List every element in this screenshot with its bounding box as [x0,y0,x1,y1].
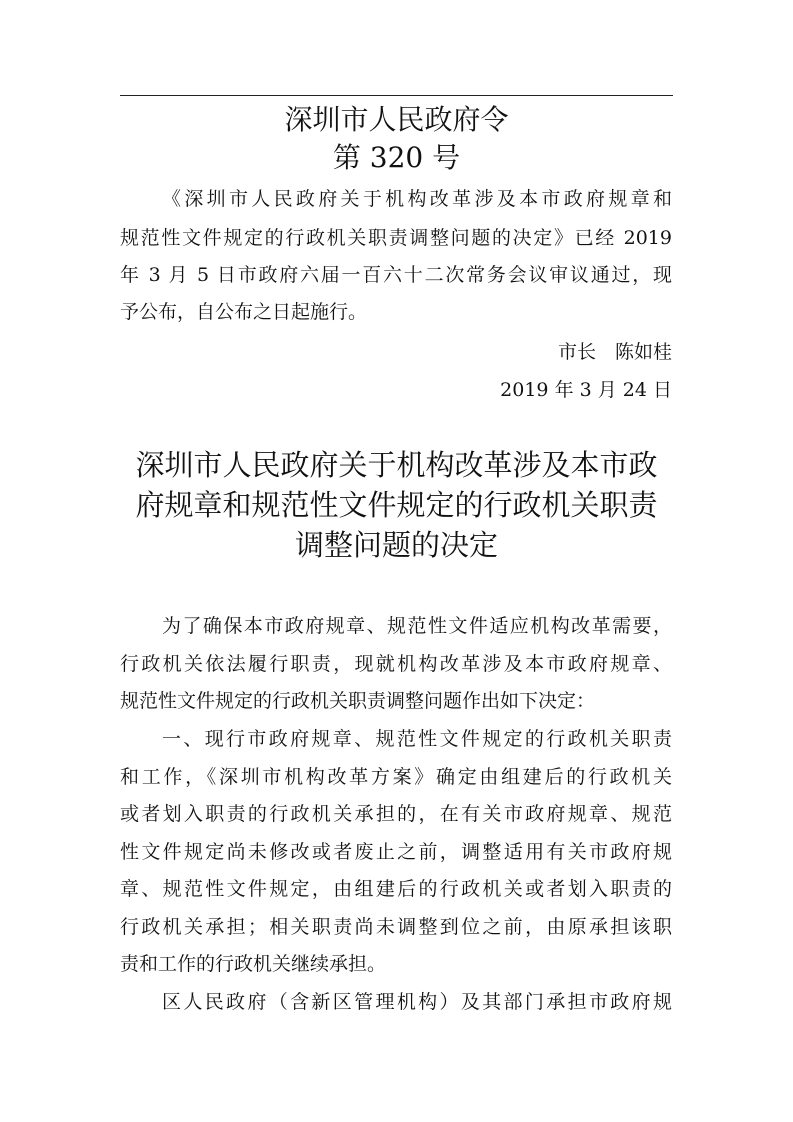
body-line: 为了确保本市政府规章、规范性文件适应机构改革需要， [162,615,672,637]
signer: 市长 陈如桂 [557,341,672,363]
decision-title-line: 深圳市人民政府关于机构改革涉及本市政 [135,448,658,482]
body-line: 一、现行市政府规章、规范性文件规定的行政机关职责 [162,728,672,750]
order-title: 深圳市人民政府令 [284,103,509,136]
order-text-line: 予公布，自公布之日起施行。 [120,301,368,323]
header-rule [120,95,673,96]
body-line: 或者划入职责的行政机关承担的，在有关市政府规章、规范 [120,803,672,825]
order-text-line: 《深圳市人民政府关于机构改革涉及本市政府规章和 [162,188,672,210]
body-line: 行政机关承担；相关职责尚未调整到位之前，由原承担该职 [120,916,672,938]
body-line: 责和工作的行政机关继续承担。 [120,953,387,975]
decision-title-line: 调整问题的决定 [294,528,498,562]
body-line: 性文件规定尚未修改或者废止之前，调整适用有关市政府规 [120,841,672,863]
order-date: 2019 年 3 月 24 日 [500,379,672,401]
body-line: 规范性文件规定的行政机关职责调整问题作出如下决定： [120,690,596,712]
body-line: 行政机关依法履行职责，现就机构改革涉及本市政府规章、 [120,653,672,675]
body-line: 和工作，《深圳市机构改革方案》确定由组建后的行政机关 [120,766,672,788]
body-line: 章、规范性文件规定，由组建后的行政机关或者划入职责的 [120,878,672,900]
body-line: 区人民政府（含新区管理机构）及其部门承担市政府规 [162,991,672,1013]
order-text-line: 年 3 月 5 日市政府六届一百六十二次常务会议审议通过，现 [120,264,672,286]
order-number: 第 320 号 [332,141,461,174]
order-text-line: 规范性文件规定的行政机关职责调整问题的决定》已经 2019 [120,227,672,249]
decision-title-line: 府规章和规范性文件规定的行政机关职责 [135,488,658,522]
